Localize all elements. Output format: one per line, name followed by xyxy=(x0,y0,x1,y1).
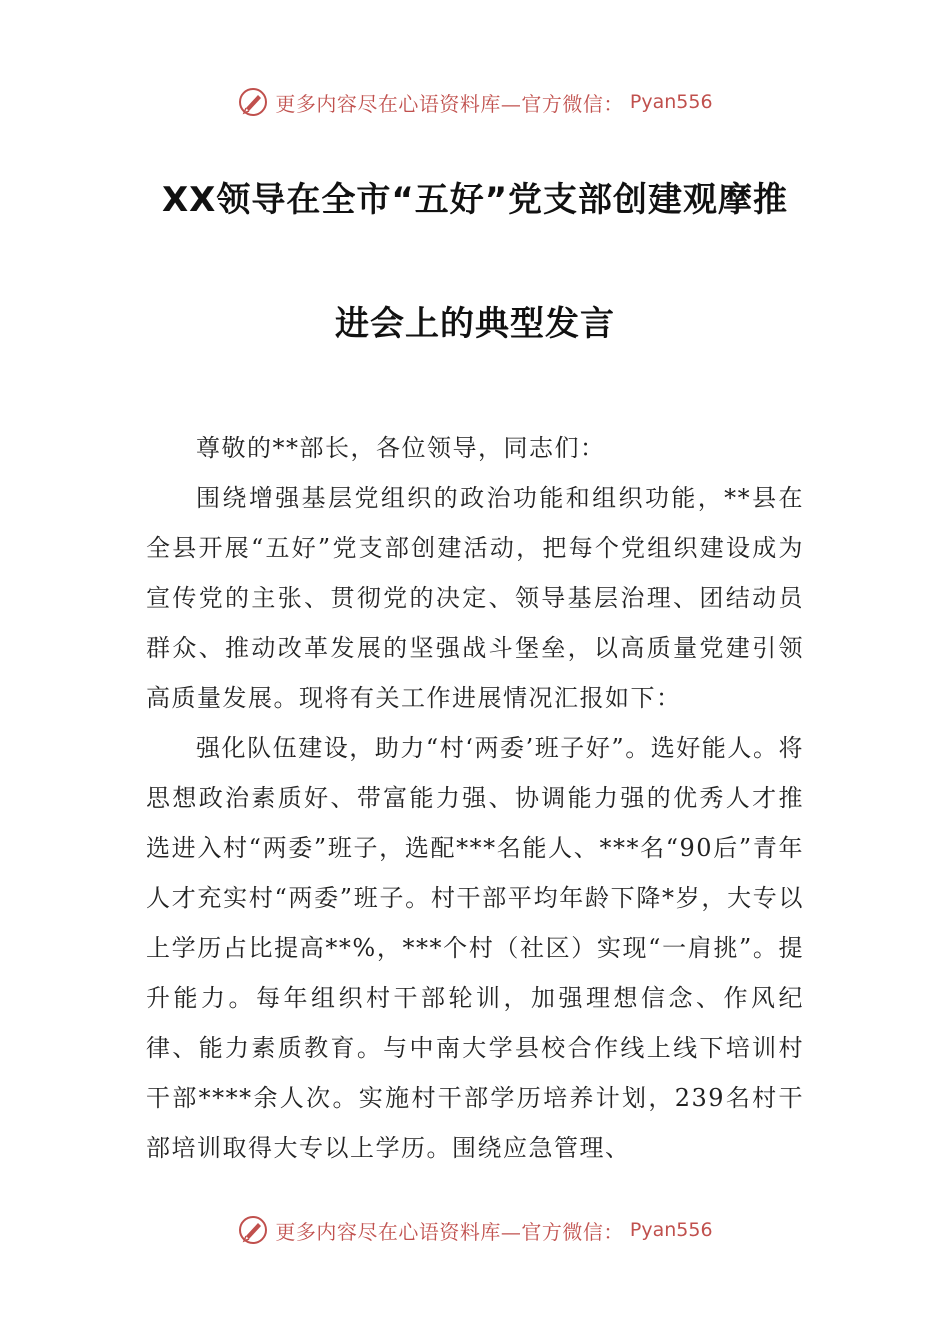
pen-logo-icon xyxy=(237,86,269,118)
header-banner xyxy=(0,82,950,122)
wechat-id: Pyan556 xyxy=(629,91,713,113)
footer-banner xyxy=(0,1210,950,1250)
wechat-id: Pyan556 xyxy=(629,1219,713,1241)
salutation: 尊敬的**部长，各位领导，同志们： xyxy=(196,434,606,462)
document-body xyxy=(146,423,804,1173)
body-paragraph: 围绕增强基层党组织的政治功能和组织功能，**县在全县开展“五好”党支部创建活动，把每个党组织建设成为宣传党的主张、贯彻党的决定、领导基层治理、团结动员群众、推动改革发展的坚强战斗堡垒，以高质量党建引领高质量发展。现将有关工作进展情况汇报如下： xyxy=(146,484,804,712)
body-paragraph: 强化队伍建设，助力“村‘两委’班子好”。选好能人。将思想政治素质好、带富能力强、协调能力强的优秀人才推选进入村“两委”班子，选配***名能人、***名“90后”青年人才充实村“两委”班子。村干部平均年龄下降*岁，大专以上学历占比提高**%，***个村（社区）实现“一肩挑”。提升能力。每年组织村干部轮训，加强理想信念、作风纪律、能力素质教育。与中南大学县校合作线上线下培训村干部****余人次。实施村干部学历培养计划，239名村干部培训取得大专以上学历。围绕应急管理、 xyxy=(146,734,804,1162)
banner-text: 更多内容尽在心语资料库—官方微信： xyxy=(275,1219,624,1244)
document-title-line-2: 进会上的典型发言 xyxy=(335,304,615,344)
pen-logo-icon xyxy=(237,1214,269,1246)
document-title-line-1: XX领导在全市“五好”党支部创建观摩推 xyxy=(161,180,789,220)
banner-text: 更多内容尽在心语资料库—官方微信： xyxy=(275,91,624,116)
